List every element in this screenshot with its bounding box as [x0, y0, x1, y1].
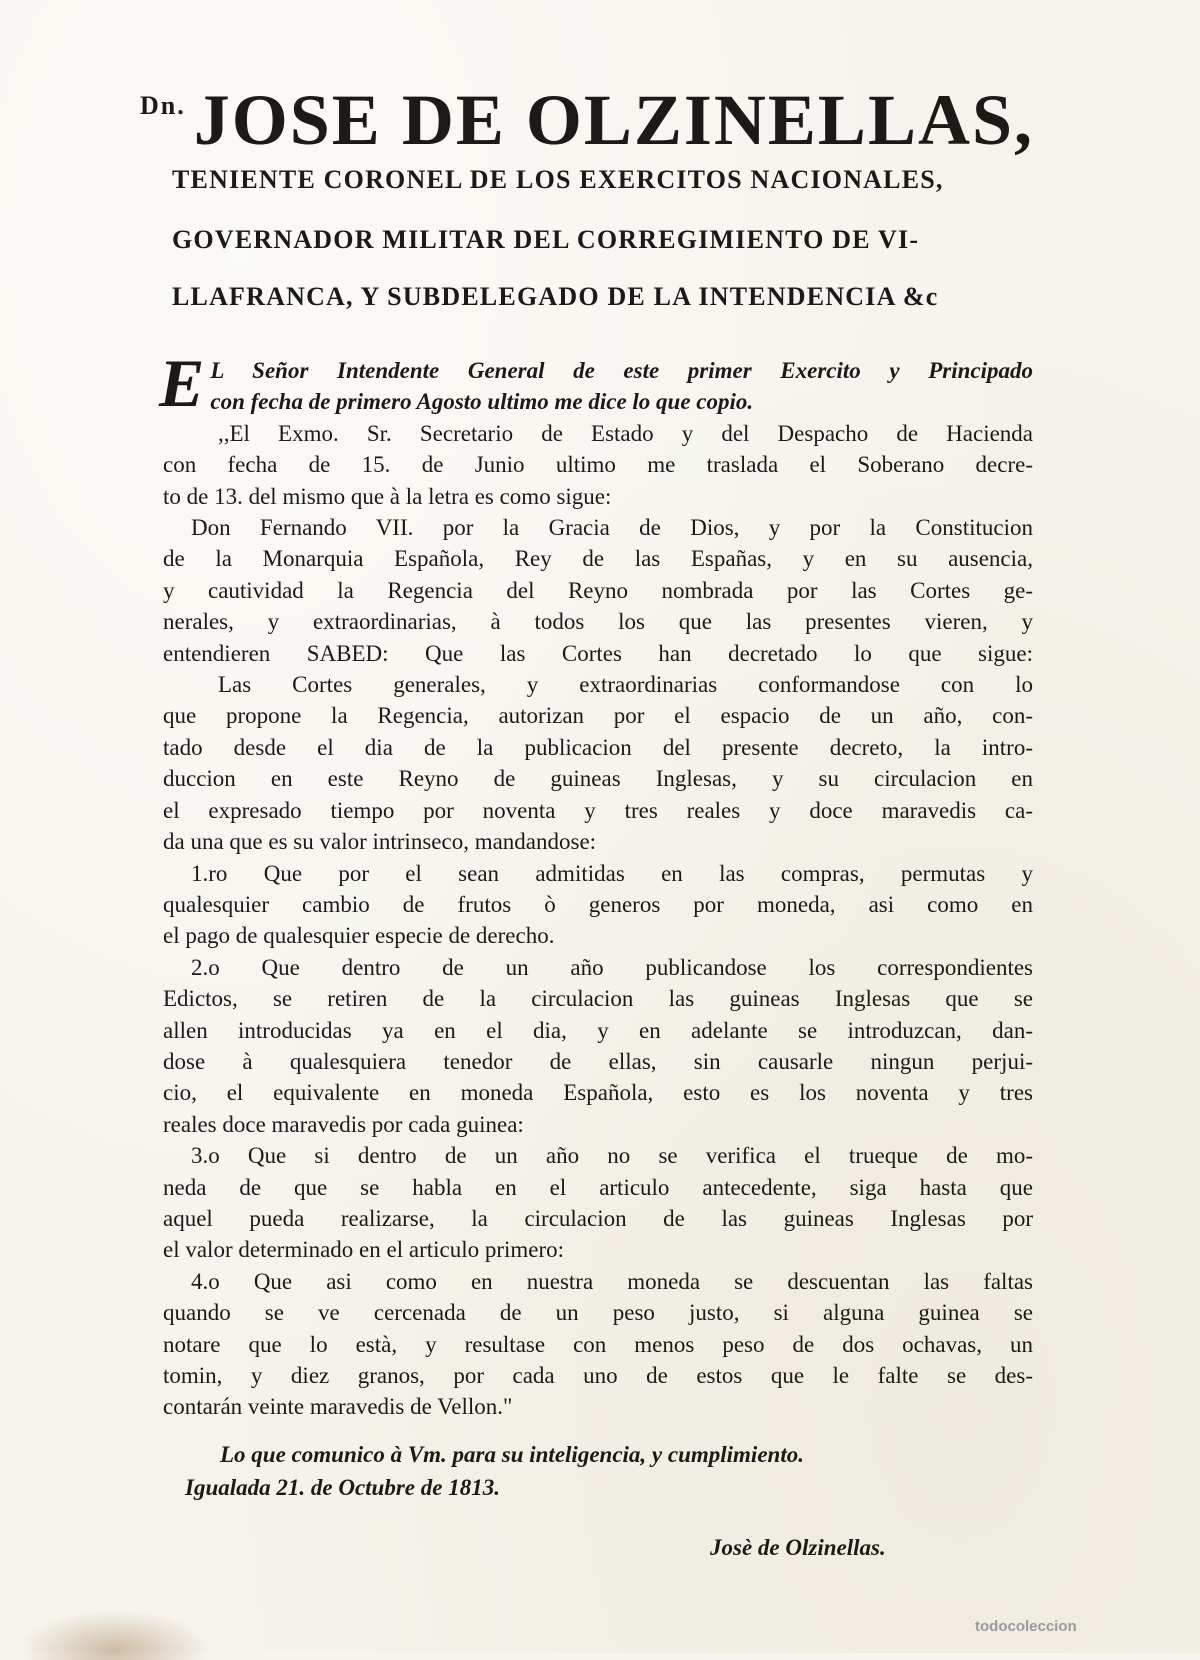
- body-line: y cautividad la Regencia del Reyno nombrada por las Cortes ge-: [163, 577, 1033, 603]
- body-line: contarán veinte maravedis de Vellon.": [163, 1394, 513, 1420]
- title-prefix: Dn.: [140, 91, 186, 120]
- body-line: L Señor Intendente General de este primer Exercito y Principado: [210, 358, 1033, 383]
- subtitle-line-3: LLAFRANCA, Y SUBDELEGADO DE LA INTENDENCIA &c: [172, 282, 939, 311]
- body-line: nerales, y extraordinarias, à todos los que las presentes vieren, y: [163, 609, 1033, 635]
- body-line: con fecha de 15. de Junio ultimo me traslada el Soberano decre-: [163, 452, 1033, 478]
- body-line: duccion en este Reyno de guineas Inglesas, y su circulacion en: [163, 766, 1033, 792]
- body-line: el expresado tiempo por noventa y tres reales y doce maravedis ca-: [163, 797, 1033, 823]
- closing-statement: Lo que comunico à Vm. para su inteligencia, y cumplimiento.: [220, 1442, 804, 1467]
- subtitle-line-1: TENIENTE CORONEL DE LOS EXERCITOS NACIONALES,: [172, 165, 944, 194]
- subtitle-line-2: GOVERNADOR MILITAR DEL CORREGIMIENTO DE VI-: [172, 225, 920, 254]
- body-line: allen introducidas ya en el dia, y en adelante se introduzcan, dan-: [163, 1017, 1033, 1043]
- body-line: tomin, y diez granos, por cada uno de estos que le falte se des-: [163, 1363, 1033, 1388]
- closing-date: Igualada 21. de Octubre de 1813.: [185, 1475, 500, 1500]
- body-line: aquel pueda realizarse, la circulacion de las guineas Inglesas por: [163, 1205, 1033, 1231]
- body-line: 1.ro Que por el sean admitidas en las compras, permutas y: [191, 860, 1033, 886]
- body-line: que propone la Regencia, autorizan por el espacio de un año, con-: [163, 703, 1033, 729]
- title-name: JOSE DE OLZINELLAS,: [193, 80, 1035, 160]
- document-title: [140, 80, 1040, 160]
- body-line: el pago de qualesquier especie de derecho.: [163, 923, 555, 949]
- body-line: 2.o Que dentro de un año publicandose los correspondientes: [191, 954, 1033, 980]
- body-line: notare que lo està, y resultase con menos peso de dos ochavas, un: [163, 1331, 1033, 1357]
- body-line: Edictos, se retiren de la circulacion las guineas Inglesas que se: [163, 986, 1033, 1012]
- body-line: reales doce maravedis por cada guinea:: [163, 1111, 524, 1137]
- watermark: todocoleccion: [975, 1618, 1077, 1635]
- body-line: entendieren SABED: Que las Cortes han decretado lo que sigue:: [163, 640, 1033, 666]
- body-line: Don Fernando VII. por la Gracia de Dios, y por la Constitucion: [191, 515, 1033, 541]
- body-line: to de 13. del mismo que à la letra es como sigue:: [163, 483, 612, 509]
- body-line: tado desde el dia de la publicacion del presente decreto, la intro-: [163, 734, 1033, 760]
- body-line: dose à qualesquiera tenedor de ellas, sin causarle ningun perjui-: [163, 1048, 1033, 1074]
- body-line: da una que es su valor intrinseco, mandandose:: [163, 829, 597, 855]
- body-line: con fecha de primero Agosto ultimo me dice lo que copio.: [210, 389, 754, 415]
- body-line: Las Cortes generales, y extraordinarias conformandose con lo: [218, 672, 1033, 698]
- body-line: de la Monarquia Española, Rey de las Españas, y en su ausencia,: [163, 546, 1033, 572]
- decree-body: [159, 345, 1033, 1423]
- body-line: ,,El Exmo. Sr. Secretario de Estado y del Despacho de Hacienda: [218, 420, 1033, 446]
- body-line: cio, el equivalente en moneda Española, esto es los noventa y tres: [163, 1080, 1033, 1106]
- body-line: quando se ve cercenada de un peso justo, si alguna guinea se: [163, 1300, 1033, 1326]
- body-line: 4.o Que asi como en nuestra moneda se descuentan las faltas: [191, 1268, 1033, 1294]
- body-line: qualesquier cambio de frutos ò generos por moneda, asi como en: [163, 891, 1033, 917]
- drop-cap: E: [159, 345, 205, 421]
- body-line: el valor determinado en el articulo primero:: [163, 1237, 565, 1263]
- body-line: neda de que se habla en el articulo antecedente, siga hasta que: [163, 1174, 1033, 1200]
- body-line: 3.o Que si dentro de un año no se verifica el trueque de mo-: [191, 1143, 1033, 1169]
- signature: Josè de Olzinellas.: [710, 1535, 886, 1560]
